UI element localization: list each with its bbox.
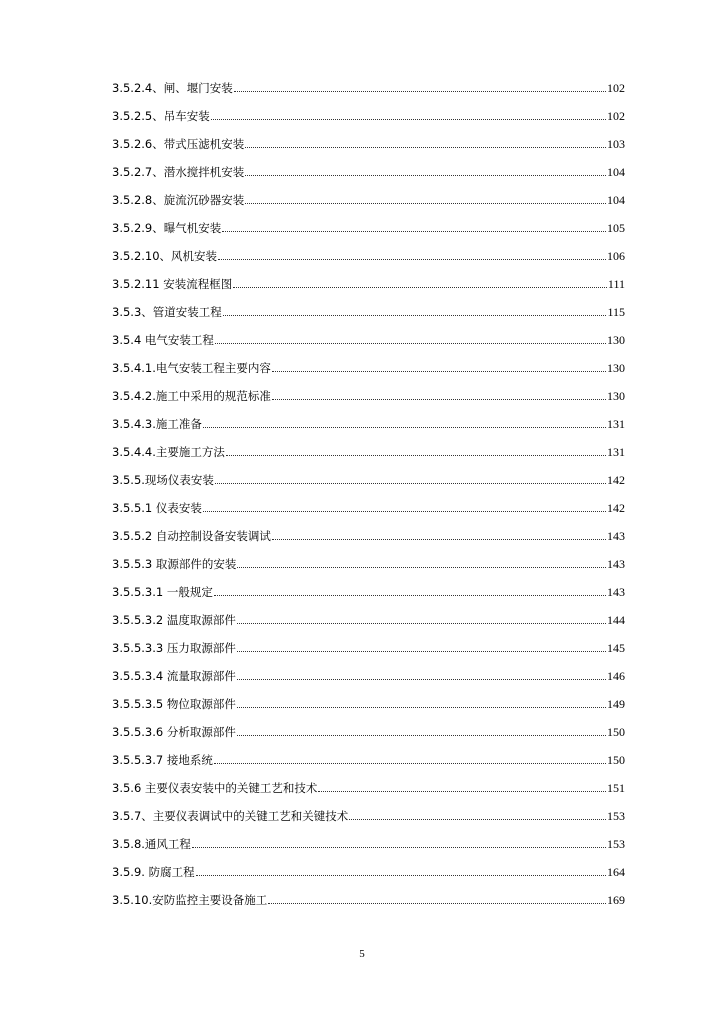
toc-leader-dots: [233, 273, 607, 288]
toc-entry[interactable]: [112, 469, 625, 497]
toc-leader-dots: [226, 441, 606, 456]
toc-leader-dots: [196, 861, 606, 876]
page-number: 5: [359, 948, 365, 960]
toc-entry[interactable]: [112, 581, 625, 609]
toc-entry-title: 3.5.5.3.3 压力取源部件: [112, 641, 236, 655]
toc-entry[interactable]: [112, 77, 625, 105]
toc-leader-dots: [237, 553, 606, 568]
toc-entry-title: 3.5.5.3 取源部件的安装: [112, 557, 237, 571]
toc-leader-dots: [222, 217, 606, 232]
toc-leader-dots: [192, 833, 606, 848]
toc-entry-title: 3.5.2.4、闸、堰门安装: [112, 81, 233, 95]
toc-entry-title: 3.5.2.11 安装流程框图: [112, 277, 233, 291]
toc-entry-page: 149: [607, 697, 625, 711]
toc-entry-title: 3.5.2.9、曝气机安装: [112, 221, 222, 235]
toc-leader-dots: [237, 721, 606, 736]
toc-leader-dots: [237, 637, 606, 652]
toc-entry[interactable]: [112, 217, 625, 245]
toc-entry-page: 130: [607, 389, 625, 403]
toc-entry[interactable]: [112, 245, 625, 273]
toc-entry[interactable]: [112, 805, 625, 833]
toc-entry-page: 142: [607, 501, 625, 515]
toc-entry[interactable]: [112, 777, 625, 805]
toc-entry[interactable]: [112, 749, 625, 777]
toc-entry-page: 102: [607, 81, 625, 95]
toc-entry-page: 143: [607, 585, 625, 599]
toc-leader-dots: [268, 889, 606, 904]
toc-leader-dots: [237, 665, 606, 680]
toc-entry-title: 3.5.5.3.5 物位取源部件: [112, 697, 236, 711]
toc-entry[interactable]: [112, 301, 625, 329]
toc-leader-dots: [234, 77, 606, 92]
toc-entry-title: 3.5.4.3.施工准备: [112, 417, 202, 431]
toc-entry-page: 144: [607, 613, 625, 627]
toc-entry[interactable]: [112, 161, 625, 189]
toc-entry[interactable]: [112, 609, 625, 637]
toc-entry-page: 106: [607, 249, 625, 263]
toc-entry[interactable]: [112, 861, 625, 889]
toc-entry[interactable]: [112, 357, 625, 385]
toc-entry-title: 3.5.5.3.4 流量取源部件: [112, 669, 236, 683]
toc-entry-page: 153: [607, 837, 625, 851]
toc-entry-page: 102: [607, 109, 625, 123]
toc-entry-page: 130: [607, 361, 625, 375]
toc-entry-title: 3.5.5.1 仪表安装: [112, 501, 202, 515]
toc-entry-title: 3.5.9. 防腐工程: [112, 865, 195, 879]
toc-entry-page: 115: [607, 305, 625, 319]
toc-entry-title: 3.5.10.安防监控主要设备施工: [112, 893, 268, 907]
toc-entry-title: 3.5.5.3.2 温度取源部件: [112, 613, 236, 627]
toc-entry[interactable]: [112, 189, 625, 217]
toc-entry[interactable]: [112, 497, 625, 525]
toc-entry-title: 3.5.2.8、旋流沉砂器安装: [112, 193, 245, 207]
toc-entry[interactable]: [112, 385, 625, 413]
toc-entry-title: 3.5.2.5、吊车安装: [112, 109, 210, 123]
toc-leader-dots: [272, 357, 606, 372]
toc-leader-dots: [237, 693, 606, 708]
toc-leader-dots: [245, 133, 606, 148]
toc-leader-dots: [272, 385, 606, 400]
toc-entry-title: 3.5.4.2.施工中采用的规范标准: [112, 389, 271, 403]
toc-entry-title: 3.5.7、主要仪表调试中的关键工艺和关键技术: [112, 809, 349, 823]
toc-leader-dots: [237, 609, 606, 624]
toc-leader-dots: [349, 805, 606, 820]
toc-leader-dots: [214, 749, 606, 764]
toc-entry-page: 131: [607, 445, 625, 459]
toc-entry-title: 3.5.3、管道安装工程: [112, 305, 222, 319]
toc-entry[interactable]: [112, 329, 625, 357]
toc-entry-page: 104: [607, 193, 625, 207]
toc-entry-title: 3.5.5.现场仪表安装: [112, 473, 214, 487]
toc-leader-dots: [203, 413, 606, 428]
toc-entry-page: 104: [607, 165, 625, 179]
toc-entry-title: 3.5.2.7、潜水搅拌机安装: [112, 165, 245, 179]
toc-entry-title: 3.5.8.通风工程: [112, 837, 191, 851]
toc-entry-title: 3.5.5.3.6 分析取源部件: [112, 725, 236, 739]
toc-leader-dots: [245, 189, 606, 204]
toc-entry-title: 3.5.5.3.1 一般规定: [112, 585, 213, 599]
toc-entry[interactable]: [112, 889, 625, 917]
toc-entry-title: 3.5.6 主要仪表安装中的关键工艺和技术: [112, 781, 318, 795]
toc-entry[interactable]: [112, 637, 625, 665]
toc-leader-dots: [272, 525, 606, 540]
toc-entry-page: 103: [607, 137, 625, 151]
toc-entry-page: 150: [607, 725, 625, 739]
toc-entry-title: 3.5.2.6、带式压滤机安装: [112, 137, 245, 151]
toc-leader-dots: [215, 469, 606, 484]
toc-leader-dots: [214, 581, 606, 596]
toc-entry[interactable]: [112, 105, 625, 133]
toc-entry[interactable]: [112, 525, 625, 553]
toc-leader-dots: [215, 329, 606, 344]
toc-leader-dots: [218, 245, 606, 260]
toc-entry-page: 169: [607, 893, 625, 907]
toc-entry-title: 3.5.2.10、风机安装: [112, 249, 218, 263]
toc-entry-page: 131: [607, 417, 625, 431]
toc-entry-page: 150: [607, 753, 625, 767]
toc-entry-page: 145: [607, 641, 625, 655]
toc-entry-page: 151: [607, 781, 625, 795]
toc-leader-dots: [203, 497, 606, 512]
toc-entry-page: 164: [607, 865, 625, 879]
toc-entry[interactable]: [112, 721, 625, 749]
toc-entry[interactable]: [112, 665, 625, 693]
toc-entry[interactable]: [112, 133, 625, 161]
toc-entry-title: 3.5.4.4.主要施工方法: [112, 445, 225, 459]
toc-entry-page: 153: [607, 809, 625, 823]
toc-entry[interactable]: [112, 553, 625, 581]
toc-entry-title: 3.5.4.1.电气安装工程主要内容: [112, 361, 271, 375]
toc-entry-page: 142: [607, 473, 625, 487]
toc-entry[interactable]: [112, 693, 625, 721]
toc-entry[interactable]: [112, 273, 625, 301]
toc-entry-page: 143: [607, 529, 625, 543]
table-of-contents: [112, 77, 625, 917]
toc-leader-dots: [245, 161, 606, 176]
toc-entry-page: 105: [607, 221, 625, 235]
toc-leader-dots: [318, 777, 606, 792]
toc-entry-page: 143: [607, 557, 625, 571]
toc-entry-page: 146: [607, 669, 625, 683]
toc-entry[interactable]: [112, 833, 625, 861]
toc-entry-title: 3.5.5.2 自动控制设备安装调试: [112, 529, 271, 543]
toc-leader-dots: [211, 105, 606, 120]
toc-entry[interactable]: [112, 441, 625, 469]
toc-entry-page: 130: [607, 333, 625, 347]
toc-leader-dots: [223, 301, 607, 316]
toc-entry-title: 3.5.5.3.7 接地系统: [112, 753, 213, 767]
toc-entry-page: 111: [607, 277, 625, 291]
toc-entry[interactable]: [112, 413, 625, 441]
toc-entry-title: 3.5.4 电气安装工程: [112, 333, 214, 347]
